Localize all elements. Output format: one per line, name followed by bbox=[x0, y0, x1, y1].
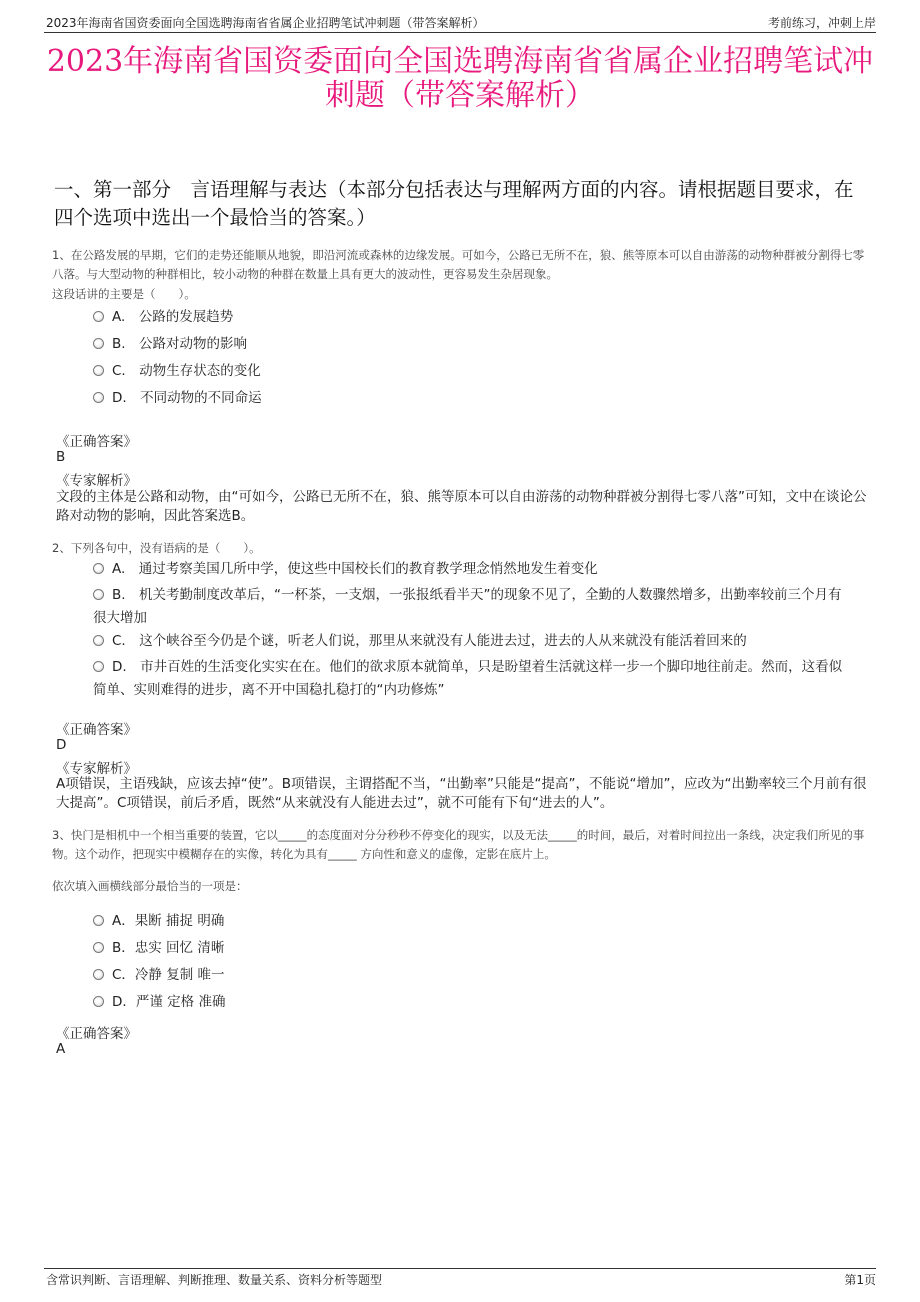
question-2-option-a[interactable] bbox=[93, 558, 853, 581]
section-heading: 一、第一部分 言语理解与表达（本部分包括表达与理解两方面的内容。请根据题目要求，在四个选项中选出一个最恰当的答案。） bbox=[54, 178, 854, 229]
question-3-prompt: 依次填入画横线部分最恰当的一项是： bbox=[52, 879, 248, 893]
question-3-option-c[interactable] bbox=[93, 964, 853, 987]
radio-icon[interactable] bbox=[93, 392, 104, 403]
radio-icon[interactable] bbox=[93, 338, 104, 349]
question-2-option-d[interactable] bbox=[93, 656, 853, 702]
answer-label: 《正确答案》 bbox=[56, 722, 137, 738]
radio-icon[interactable] bbox=[93, 996, 104, 1007]
question-2-stem: 2、下列各句中，没有语病的是（ ）。 bbox=[52, 541, 261, 555]
question-1-option-a[interactable] bbox=[93, 306, 853, 329]
question-3-option-d[interactable] bbox=[93, 991, 853, 1014]
option-label: A．果断 捕捉 明确 bbox=[112, 913, 225, 929]
footer-rule bbox=[44, 1268, 876, 1269]
footer-note: 含常识判断、言语理解、判断推理、数量关系、资料分析等题型 bbox=[46, 1273, 383, 1287]
radio-icon[interactable] bbox=[93, 969, 104, 980]
radio-icon[interactable] bbox=[93, 589, 104, 600]
question-2-option-b[interactable] bbox=[93, 584, 853, 630]
option-label: D. 市井百姓的生活变化实实在在。他们的欲求原本就简单，只是盼望着生活就这样一步一个脚印地往前走。然而，这看似简单、实则难得的进步，离不开中国稳扎稳打的“内功修炼” bbox=[93, 659, 843, 698]
question-3-answer: A bbox=[56, 1041, 66, 1057]
running-header-title: 2023年海南省国资委面向全国选聘海南省省属企业招聘笔试冲刺题（带答案解析） bbox=[46, 16, 485, 30]
question-1-stem: 1、在公路发展的早期，它们的走势还能顺从地貌，即沿河流或森林的边缘发展。可如今，公路已无所不在，狼、熊等原本可以自由游荡的动物种群被分割得七零八落。与大型动物的种群相比，较小动物的种群在数量上具有更大的波动性，更容易发生杂居现象。 bbox=[52, 248, 865, 281]
page-number: 第1页 bbox=[844, 1273, 876, 1287]
radio-icon[interactable] bbox=[93, 311, 104, 322]
radio-icon[interactable] bbox=[93, 661, 104, 672]
question-3-stem: 3、快门是相机中一个相当重要的装置，它以_____的态度面对分分秒秒不停变化的现实，以及无法_____的时间，最后，对着时间拉出一条线，决定我们所见的事物。这个动作，把现实中模糊存在的实像，转化为具有_____ 方向性和意义的虚像，定影在底片上。 bbox=[52, 828, 865, 861]
option-label: C. 动物生存状态的变化 bbox=[112, 363, 261, 379]
answer-label: 《正确答案》 bbox=[56, 1026, 137, 1042]
option-label: D．严谨 定格 准确 bbox=[112, 994, 226, 1010]
option-label: A. 公路的发展趋势 bbox=[112, 309, 234, 325]
question-1-option-b[interactable] bbox=[93, 333, 853, 356]
question-1-option-d[interactable] bbox=[93, 387, 853, 410]
option-label: B. 机关考勤制度改革后，“一杯茶，一支烟，一张报纸看半天”的现象不见了，全勤的人数骤然增多，出勤率较前三个月有很大增加 bbox=[93, 587, 842, 626]
radio-icon[interactable] bbox=[93, 563, 104, 574]
option-label: C．冷静 复制 唯一 bbox=[112, 967, 225, 983]
question-2-analysis: A项错误，主语残缺，应该去掉“使”。B项错误，主谓搭配不当，“出勤率”只能是“提高”，不能说“增加”，应改为“出勤率较三个月前有很大提高”。C项错误，前后矛盾，既然“从来就没有人能进去过”，就不可能有下旬“进去的人”。 bbox=[56, 776, 867, 811]
radio-icon[interactable] bbox=[93, 915, 104, 926]
question-2-answer: D bbox=[56, 737, 67, 753]
radio-icon[interactable] bbox=[93, 942, 104, 953]
option-label: C. 这个峡谷至今仍是个谜，听老人们说，那里从来就没有人能进去过，进去的人从来就没有能活着回来的 bbox=[112, 633, 747, 649]
answer-label: 《正确答案》 bbox=[56, 434, 137, 450]
option-label: A. 通过考察美国几所中学，使这些中国校长们的教育教学理念悄然地发生着变化 bbox=[112, 561, 598, 577]
question-3-option-b[interactable] bbox=[93, 937, 853, 960]
running-header-slogan: 考前练习，冲刺上岸 bbox=[767, 16, 876, 30]
question-3-option-a[interactable] bbox=[93, 910, 853, 933]
question-1-analysis: 文段的主体是公路和动物，由“可如今，公路已无所不在，狼、熊等原本可以自由游荡的动物种群被分割得七零八落”可知，文中在谈论公路对动物的影响，因此答案选B。 bbox=[56, 489, 867, 524]
analysis-label: 《专家解析》 bbox=[56, 473, 137, 489]
analysis-label: 《专家解析》 bbox=[56, 761, 137, 777]
option-label: B. 公路对动物的影响 bbox=[112, 336, 248, 352]
question-1-answer: B bbox=[56, 449, 66, 465]
question-1-prompt: 这段话讲的主要是（ ）。 bbox=[52, 287, 196, 301]
header-rule bbox=[44, 32, 876, 33]
document-title: 2023年海南省国资委面向全国选聘海南省省属企业招聘笔试冲刺题（带答案解析） bbox=[46, 44, 874, 113]
radio-icon[interactable] bbox=[93, 635, 104, 646]
question-2-option-c[interactable] bbox=[93, 630, 853, 653]
radio-icon[interactable] bbox=[93, 365, 104, 376]
question-1-option-c[interactable] bbox=[93, 360, 853, 383]
option-label: B．忠实 回忆 清晰 bbox=[112, 940, 225, 956]
option-label: D. 不同动物的不同命运 bbox=[112, 390, 262, 406]
